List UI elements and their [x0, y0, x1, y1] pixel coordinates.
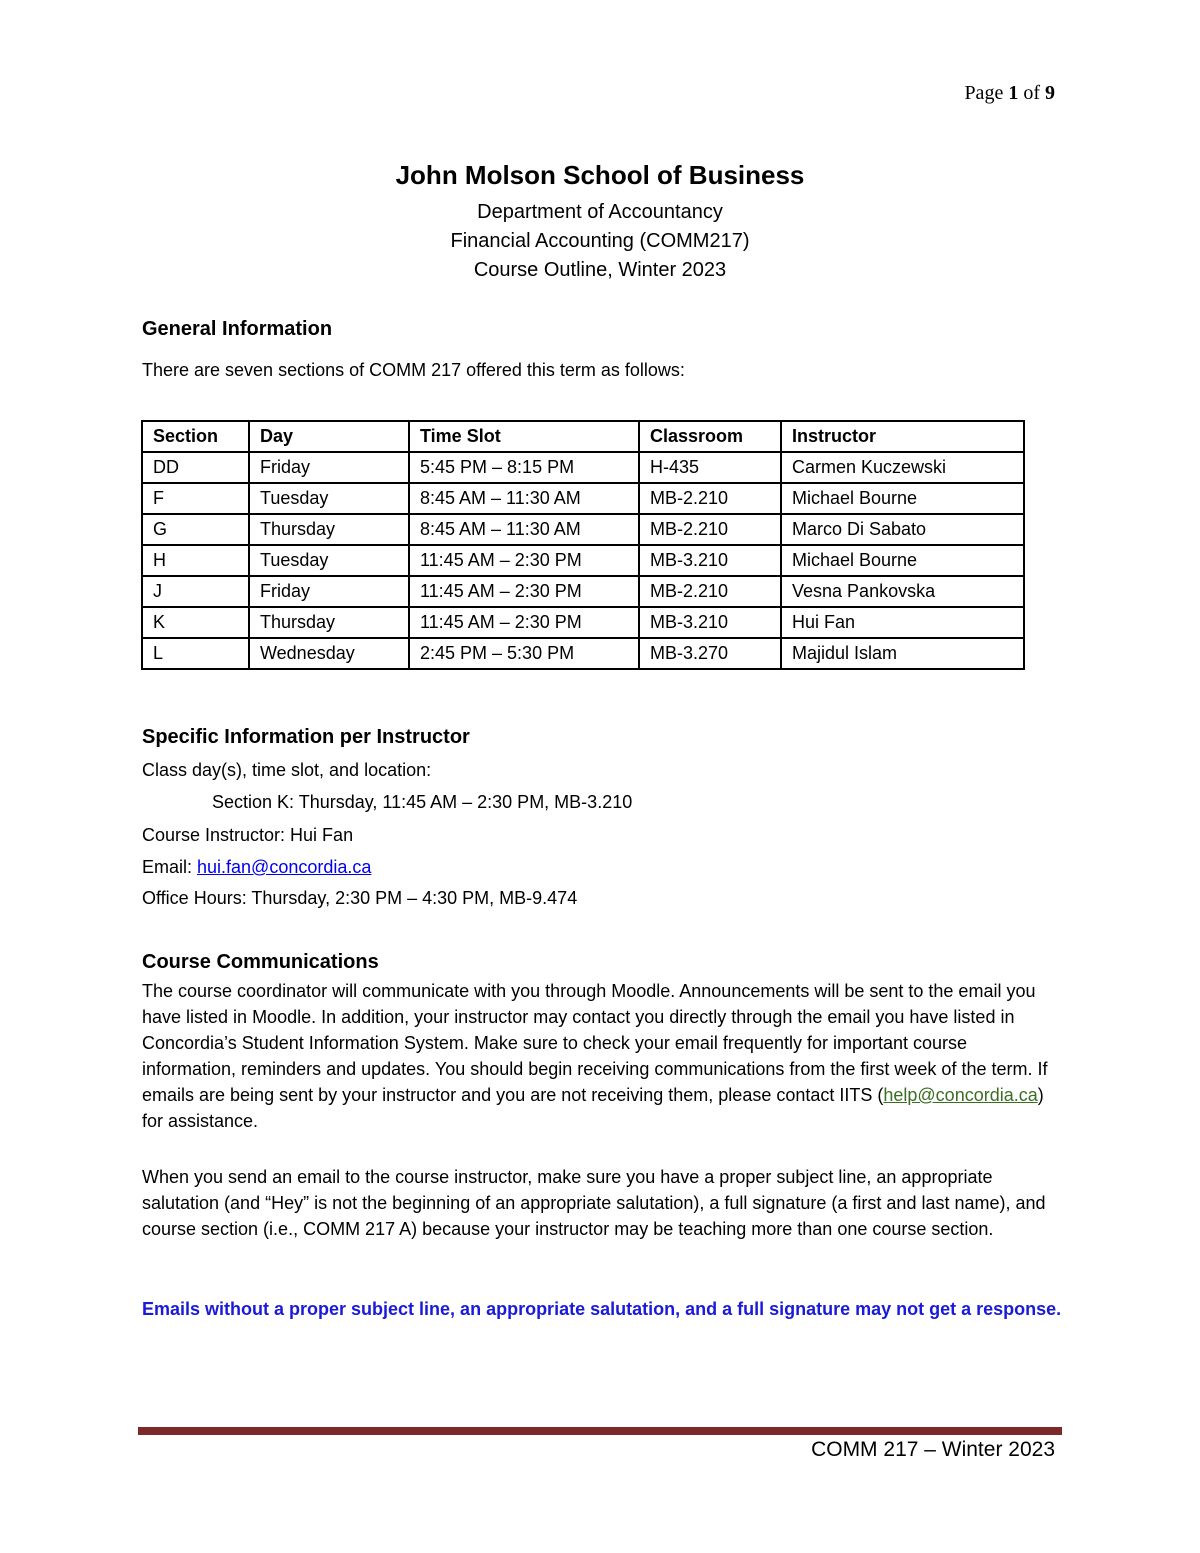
footer-course-label: COMM 217 – Winter 2023	[811, 1438, 1055, 1461]
cell-day: Tuesday	[249, 483, 409, 514]
cell-instructor: Michael Bourne	[781, 545, 1024, 576]
cell-instructor: Majidul Islam	[781, 638, 1024, 669]
cell-section: J	[142, 576, 249, 607]
cell-classroom: MB-3.210	[639, 607, 781, 638]
cell-classroom: MB-3.210	[639, 545, 781, 576]
cell-section: DD	[142, 452, 249, 483]
cell-section: K	[142, 607, 249, 638]
table-row	[142, 607, 1024, 638]
document-header	[0, 160, 1200, 288]
table-row	[142, 452, 1024, 483]
cell-classroom: MB-2.210	[639, 514, 781, 545]
cell-time-slot: 2:45 PM – 5:30 PM	[409, 638, 639, 669]
email-warning-note: Emails without a proper subject line, an appropriate salutation, and a full signature may not get a response.	[142, 1299, 1062, 1319]
page-number: Page 1 of 9	[964, 82, 1055, 104]
table-row	[142, 483, 1024, 514]
course-name: Financial Accounting (COMM217)	[450, 230, 750, 252]
cell-day: Wednesday	[249, 638, 409, 669]
cell-time-slot: 11:45 AM – 2:30 PM	[409, 545, 639, 576]
header-section: Section	[142, 421, 249, 452]
cell-section: L	[142, 638, 249, 669]
cell-instructor: Marco Di Sabato	[781, 514, 1024, 545]
course-instructor-line: Course Instructor: Hui Fan	[142, 825, 354, 845]
cell-classroom: H-435	[639, 452, 781, 483]
footer-divider	[138, 1427, 1062, 1435]
section-k-line: Section K: Thursday, 11:45 AM – 2:30 PM, MB-3.210	[212, 792, 633, 812]
header-time-slot: Time Slot	[409, 421, 639, 452]
instructor-email-link[interactable]: hui.fan@concordia.ca	[197, 857, 372, 877]
table-row	[142, 514, 1024, 545]
cell-classroom: MB-2.210	[639, 483, 781, 514]
email-label: Email:	[142, 857, 198, 877]
header-classroom: Classroom	[639, 421, 781, 452]
cell-day: Thursday	[249, 514, 409, 545]
cell-time-slot: 8:45 AM – 11:30 AM	[409, 514, 639, 545]
cell-time-slot: 8:45 AM – 11:30 AM	[409, 483, 639, 514]
outline-title: Course Outline, Winter 2023	[473, 259, 727, 281]
office-hours-line: Office Hours: Thursday, 2:30 PM – 4:30 PM, MB-9.474	[142, 888, 578, 908]
table-header-row	[142, 421, 1024, 452]
cell-section: F	[142, 483, 249, 514]
specific-information-heading: Specific Information per Instructor	[142, 726, 470, 748]
cell-time-slot: 5:45 PM – 8:15 PM	[409, 452, 639, 483]
cell-day: Thursday	[249, 607, 409, 638]
cell-instructor: Carmen Kuczewski	[781, 452, 1024, 483]
cell-instructor: Michael Bourne	[781, 483, 1024, 514]
cell-day: Friday	[249, 576, 409, 607]
cell-classroom: MB-2.210	[639, 576, 781, 607]
department-name: Department of Accountancy	[477, 201, 723, 223]
sections-intro: There are seven sections of COMM 217 offered this term as follows:	[142, 360, 685, 380]
table-row	[142, 576, 1024, 607]
communications-paragraph: The course coordinator will communicate with you through Moodle. Announcements will be sent to the email you have listed in Moodle. In addition, your instructor may contact you directly through the email you have listed in Concordia’s Student Information System. Make sure to check your email frequently for important course information, reminders and updates. You should begin receiving communications from the first week of the term. If emails are being sent by your instructor and you are not receiving them, please contact IITS (help@concordia.ca) for assistance.	[142, 981, 1048, 1131]
cell-instructor: Vesna Pankovska	[781, 576, 1024, 607]
email-line	[142, 857, 371, 878]
email-etiquette-paragraph: When you send an email to the course instructor, make sure you have a proper subject line, an appropriate salutation (and “Hey” is not the beginning of an appropriate salutation), a full signature (a first and last name), and course section (i.e., COMM 217 A) because your instructor may be teaching more than one course section.	[142, 1167, 1046, 1239]
course-communications-heading: Course Communications	[142, 951, 379, 973]
cell-time-slot: 11:45 AM – 2:30 PM	[409, 607, 639, 638]
table-row	[142, 545, 1024, 576]
cell-instructor: Hui Fan	[781, 607, 1024, 638]
school-title: John Molson School of Business	[395, 160, 805, 190]
class-days-label: Class day(s), time slot, and location:	[142, 760, 432, 780]
general-information-heading: General Information	[142, 318, 333, 340]
cell-day: Friday	[249, 452, 409, 483]
help-email-link[interactable]: help@concordia.ca	[883, 1085, 1038, 1105]
cell-time-slot: 11:45 AM – 2:30 PM	[409, 576, 639, 607]
cell-classroom: MB-3.270	[639, 638, 781, 669]
cell-section: H	[142, 545, 249, 576]
sections-table	[141, 420, 1025, 670]
cell-day: Tuesday	[249, 545, 409, 576]
table-row	[142, 638, 1024, 669]
header-day: Day	[249, 421, 409, 452]
header-instructor: Instructor	[781, 421, 1024, 452]
cell-section: G	[142, 514, 249, 545]
